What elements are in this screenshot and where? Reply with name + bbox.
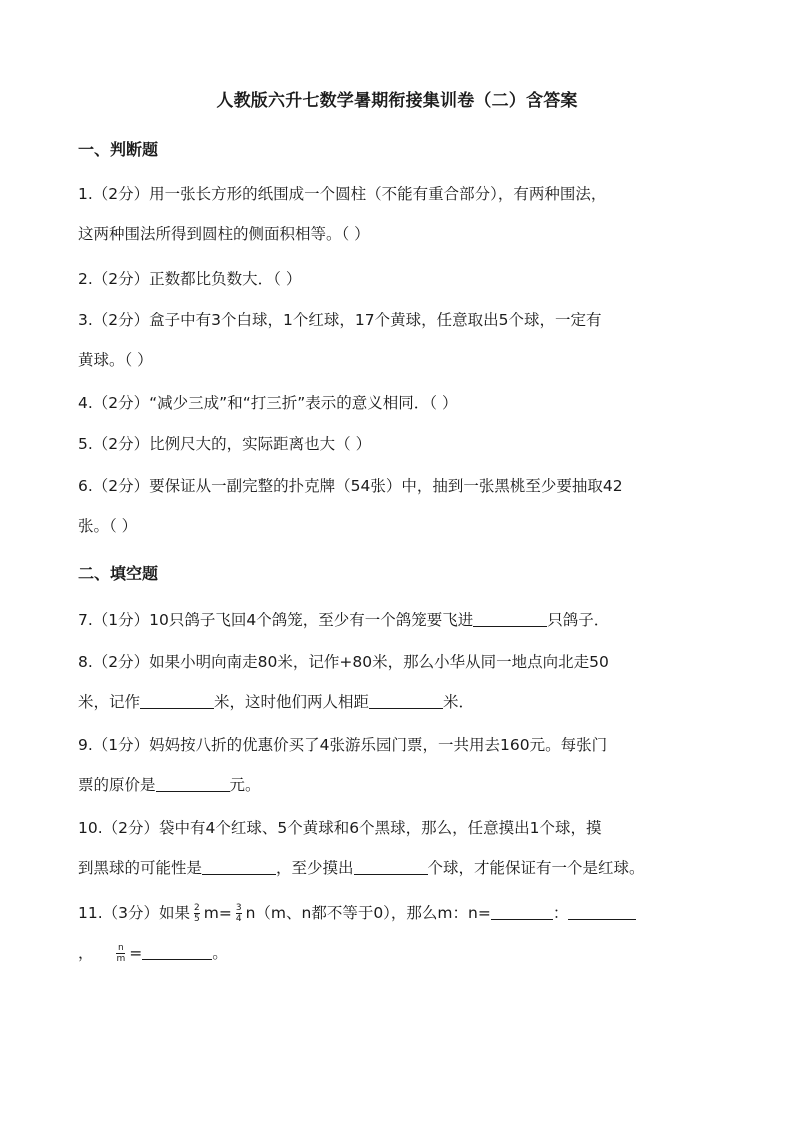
question-2-line-1: 2.（2分）正数都比负数大．（ ）: [78, 270, 302, 288]
question-4-line-1: 4.（2分）“减少三成”和“打三折”表示的意义相同．（ ）: [78, 394, 458, 412]
question-1: [78, 174, 718, 254]
question-7-text-b: 只鸽子．: [547, 611, 610, 629]
question-6: [78, 466, 718, 546]
answer-blank[interactable]: [473, 608, 547, 627]
question-3-line-2: 黄球。（ ）: [78, 351, 153, 369]
question-11-text-g: =: [129, 944, 143, 962]
question-3-line-1: 3.（2分）盒子中有3个白球，1个红球，17个黄球，任意取出5个球，一定有: [78, 311, 602, 329]
answer-blank[interactable]: [354, 856, 428, 875]
question-10-text-d: 个球，才能保证有一个是红球。: [427, 859, 645, 877]
question-11-text-e: ，: [78, 944, 94, 962]
section-heading-judgement: 一、判断题: [78, 140, 159, 159]
question-11-text-b: m=: [203, 904, 232, 922]
question-11: [78, 893, 718, 973]
question-7-text-a: 7.（1分）10只鸽子飞回4个鸽笼，至少有一个鸽笼要飞进: [78, 611, 474, 629]
question-10: [78, 808, 718, 888]
question-7: [78, 600, 718, 640]
question-10-text-b: 到黑球的可能性是: [78, 859, 203, 877]
question-8-text-c: 米，这时他们两人相距: [214, 693, 370, 711]
question-1-line-2: 这两种围法所得到圆柱的侧面积相等。（ ）: [78, 225, 370, 243]
question-11-text-c: n（m、n都不等于0），那么m：n=: [245, 904, 491, 922]
question-8-text-d: 米．: [443, 693, 475, 711]
question-11-text-a: 11.（3分）如果: [78, 904, 191, 922]
question-1-line-1: 1.（2分）用一张长方形的纸围成一个圆柱（不能有重合部分），有两种围法，: [78, 185, 607, 203]
question-10-text-c: ，至少摸出: [276, 859, 354, 877]
answer-blank[interactable]: [140, 690, 214, 709]
question-9: [78, 725, 718, 805]
section-heading-fill-in: 二、填空题: [78, 564, 159, 583]
question-11-text-h: 。: [212, 944, 228, 962]
page-title: 人教版六升七数学暑期衔接集训卷（二）含答案: [216, 91, 578, 111]
question-9-text-b: 票的原价是: [78, 776, 156, 794]
answer-blank[interactable]: [369, 690, 443, 709]
question-5: [78, 424, 718, 464]
question-8: [78, 642, 718, 722]
question-4: [78, 383, 718, 423]
question-11-text-d: ：: [552, 904, 569, 922]
question-9-text-c: 元。: [229, 776, 261, 794]
answer-blank[interactable]: [491, 901, 553, 920]
question-3: [78, 300, 718, 380]
question-6-line-2: 张。（ ）: [78, 517, 138, 535]
question-5-line-1: 5.（2分）比例尺大的，实际距离也大（ ）: [78, 435, 372, 453]
fraction-three-fourths: $\frac{3}{4}$: [235, 903, 242, 924]
question-8-line-1: 8.（2分）如果小明向南走80米，记作+80米，那么小华从同一地点向北走50: [78, 653, 609, 671]
question-8-text-b: 米，记作: [78, 693, 141, 711]
answer-blank[interactable]: [568, 901, 636, 920]
question-6-line-1: 6.（2分）要保证从一副完整的扑克牌（54张）中，抽到一张黑桃至少要抽取42: [78, 477, 623, 495]
fraction-two-fifths: $\frac{2}{5}$: [194, 903, 200, 924]
question-9-line-1: 9.（1分）妈妈按八折的优惠价买了4张游乐园门票，一共用去160元。每张门: [78, 736, 608, 754]
answer-blank[interactable]: [202, 856, 276, 875]
question-10-line-1: 10.（2分）袋中有4个红球、5个黄球和6个黑球，那么，任意摸出1个球，摸: [78, 819, 602, 837]
answer-blank[interactable]: [156, 773, 230, 792]
answer-blank[interactable]: [142, 941, 212, 960]
question-2: [78, 259, 718, 299]
fraction-n-over-m: $\frac{n}{m}$: [116, 943, 126, 964]
